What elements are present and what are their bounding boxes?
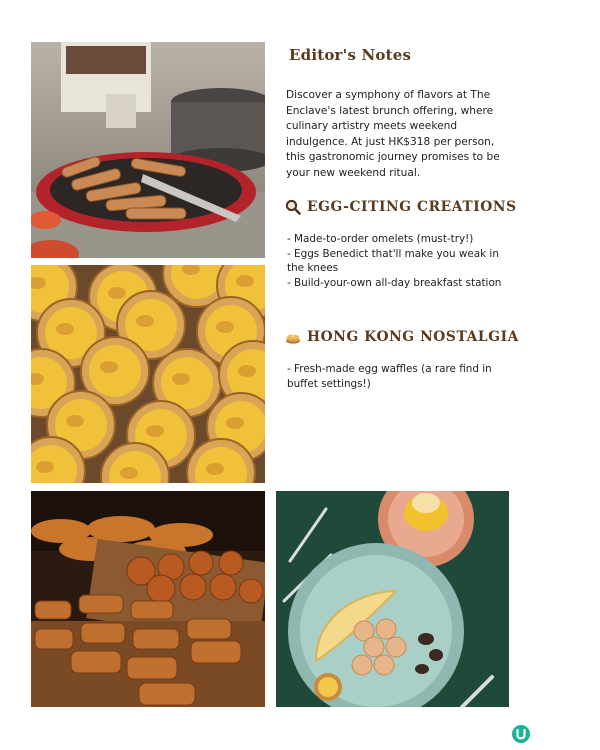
list-item: - Eggs Benedict that'll make you weak in the knees bbox=[287, 247, 499, 275]
pancakes-icon bbox=[285, 329, 301, 345]
intro-paragraph: Discover a symphony of flavors at The Enclave's latest brunch offering, where culinary artistry meets weekend indulgence. At just HK$318 per person, this gastronomic journey promises to be your new weekend ritual. bbox=[286, 89, 500, 179]
magnifying-glass-icon bbox=[285, 199, 301, 215]
sausages-pan-photo bbox=[31, 42, 265, 258]
omelet-waffle-plates-photo bbox=[276, 491, 509, 707]
section-heading-egg-citing bbox=[285, 199, 517, 215]
egg-list bbox=[287, 232, 512, 290]
page-title: Editor's Notes bbox=[289, 46, 412, 64]
section-title: EGG-CITING CREATIONS bbox=[307, 199, 517, 215]
list-item: - Fresh-made egg waffles (a rare find in buffet settings!) bbox=[287, 363, 492, 390]
list-item: - Made-to-order omelets (must-try!) bbox=[287, 233, 474, 245]
pastries-photo bbox=[31, 491, 265, 707]
section-title: HONG KONG NOSTALGIA bbox=[307, 329, 519, 345]
brand-logo-icon bbox=[512, 725, 530, 743]
list-item: - Build-your-own all-day breakfast station bbox=[287, 276, 502, 289]
section-heading-hk-nostalgia bbox=[285, 329, 519, 345]
egg-tarts-photo bbox=[31, 265, 265, 483]
hk-list bbox=[287, 362, 512, 391]
